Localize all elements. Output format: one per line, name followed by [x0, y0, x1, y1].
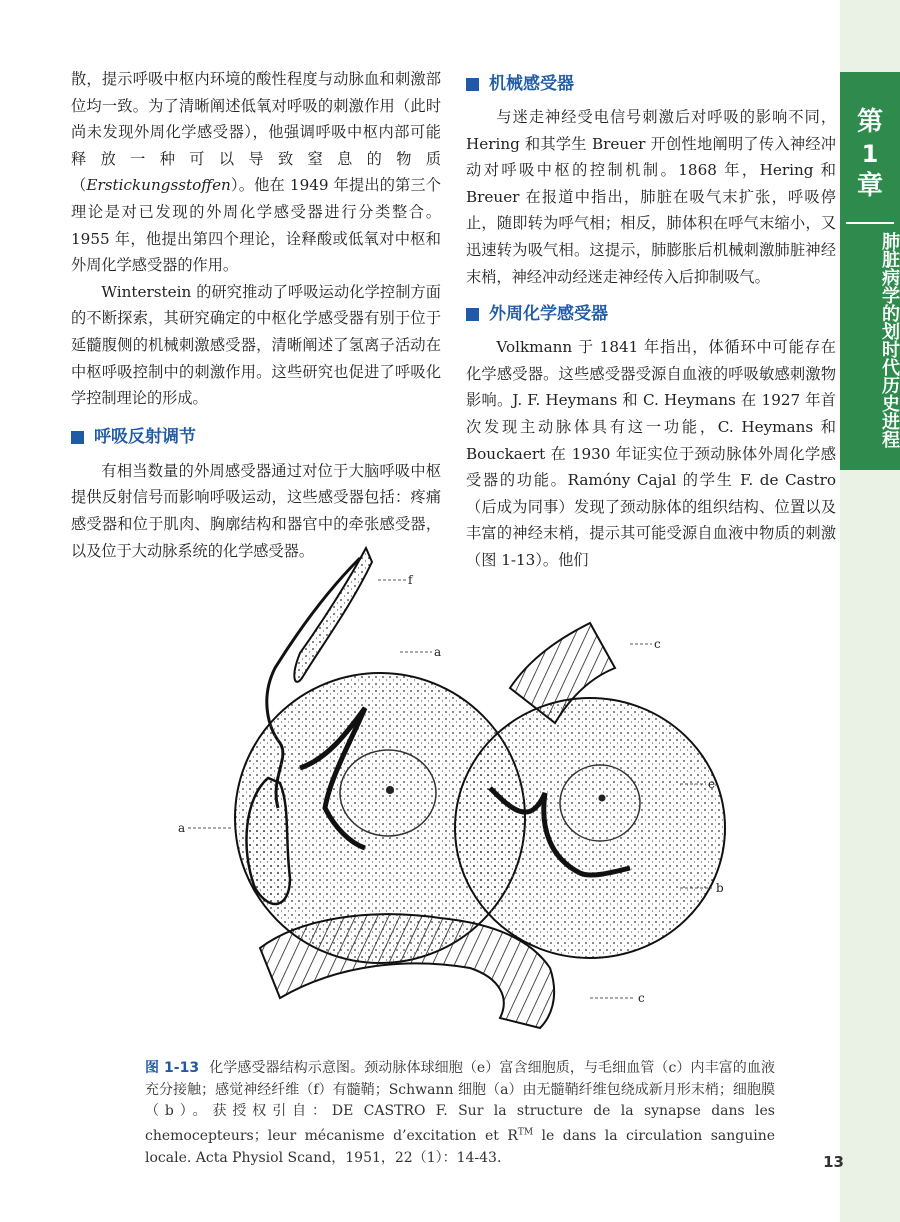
glomus-cell-right — [455, 698, 725, 958]
right-paragraph-2: Volkmann 于 1841 年指出，体循环中可能存在化学感受器。这些感受器受源自血液的呼吸敏感刺激物影响。J. F. Heymans 和 C. Heymans 在 1927 年首次发现主动脉体具有这一功能，C. Heymans 和 Bouckaert 在 1930 年证实位于颈动脉体外周化学感受器的功能。Ramóny Cajal 的学生 F. de Castro（后成为同事）发现了颈动脉体的组织结构、位置以及丰富的神经末梢，提示其可能受源自血液中物质的刺激（图 1-13）。他们 — [466, 338, 836, 569]
label-b: b — [716, 881, 724, 895]
left-paragraph-1: 散，提示呼吸中枢内环境的酸性程度与动脉血和刺激部位均一致。为了清晰阐述低氧对呼吸的刺激作用（此时尚未发现外周化学感受器），他强调呼吸中枢内部可能释放一种可以导致窒息的物质（Erstickungsstoffen）。他在 1949 年提出的第三个理论是对已发现的外周化学感受器进行分类整合。1955 年，他提出第四个理论，诠释酸或低氧对中枢和外周化学感受器的作用。 — [71, 70, 441, 275]
figure-label: 图 1-13 — [145, 1060, 200, 1076]
chapter-title: 肺脏病学的划时代历史进程 — [879, 232, 900, 448]
chapter-number: 1 — [861, 140, 879, 168]
chapter-divider — [846, 222, 894, 224]
heading-square-icon — [466, 78, 479, 91]
chemoreceptor-drawing — [150, 528, 800, 1048]
heading-square-icon — [466, 308, 479, 321]
right-column — [466, 73, 836, 574]
section-heading-reflex: 呼吸反射调节 — [71, 418, 441, 458]
heading-square-icon — [71, 431, 84, 444]
caption-text: 化学感受器结构示意图。颈动脉体球细胞（e）富含细胞质，与毛细血管（c）内丰富的血液充分接触；感觉神经纤维（f）有髓鞘；Schwann 细胞（a）由无髓鞘纤维包绕成新月形末梢；细胞膜（b）。获授权引自： — [145, 1060, 775, 1119]
section-heading-chemoreceptor: 外周化学感受器 — [466, 294, 836, 334]
section-heading-mechanical: 机械感受器 — [466, 64, 836, 104]
left-paragraph-2: Winterstein 的研究推动了呼吸运动化学控制方面的不断探索，其研究确定的中枢化学感受器有别于位于延髓腹侧的机械刺激感受器，清晰阐述了氢离子活动在中枢呼吸控制中的刺激作用。这些研究也促进了呼吸化学控制理论的形成。 — [71, 282, 441, 408]
left-column — [71, 66, 441, 564]
caption-citation: DE CASTRO F. Sur la structure de la synapse dans les chemocepteurs；leur mécanisme d’excitation et R™ le dans la circulation sanguine locale. Acta Physiol Scand，1951，22（1）：14-43. — [145, 1103, 775, 1166]
label-c-top: c — [654, 637, 661, 651]
label-a-top: a — [434, 645, 442, 659]
label-f: f — [408, 573, 413, 587]
chapter-label — [840, 72, 900, 222]
chapter-suffix: 章 — [856, 171, 883, 201]
chapter-prefix: 第 — [856, 107, 883, 137]
chemoreceptor-illustration — [150, 528, 800, 1048]
left-paragraph-3: 有相当数量的外周感受器通过对位于大脑呼吸中枢提供反射信号而影响呼吸运动，这些感受器包括：疼痛感受器和位于肌肉、胸廓结构和器官中的牵张感受器，以及位于大动脉系统的化学感受器。 — [71, 461, 441, 560]
label-c-bottom: c — [638, 991, 645, 1005]
figure-caption — [145, 1058, 775, 1169]
page-number: 13 — [823, 1153, 844, 1171]
chapter-tab — [840, 72, 900, 470]
label-a-left: a — [178, 821, 186, 835]
right-paragraph-1: 与迷走神经受电信号刺激后对呼吸的影响不同，Hering 和其学生 Breuer 开创性地阐明了传入神经冲动对呼吸中枢的控制机制。1868 年，Hering 和 Breuer 在报道中指出，肺脏在吸气末扩张，呼吸停止，随即转为呼气相；相反，肺体积在呼气末缩小，又迅速转为吸气相。这提示，肺膨胀后机械刺激肺脏神经末梢，神经冲动经迷走神经传入后抑制吸气。 — [466, 108, 836, 286]
label-e: e — [708, 777, 716, 791]
